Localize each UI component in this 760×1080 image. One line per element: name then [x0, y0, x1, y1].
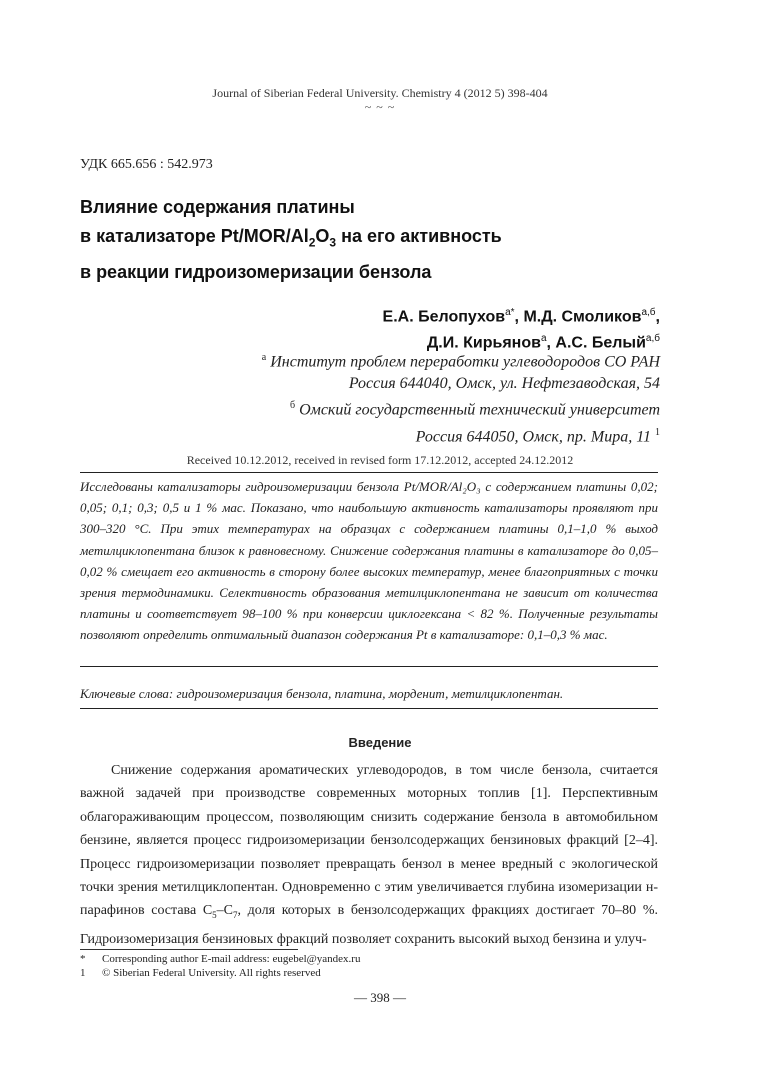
paragraph-text: –С [216, 903, 234, 919]
affiliation-a [262, 347, 660, 373]
affiliation-a-address: Россия 644040, Омск, ул. Нефтезаводская, 54 [348, 375, 660, 393]
author-affiliation-mark: а* [505, 307, 515, 318]
affiliation-name: Институт проблем переработки углеводородов СО РАН [266, 353, 660, 371]
affiliation-mark: а [261, 352, 267, 363]
title-line-2-text: в катализаторе Pt/MOR/Al [80, 226, 309, 246]
affiliation-address-text: Россия 644050, Омск, пр. Мира, 11 [415, 427, 655, 445]
title-line-2 [80, 222, 502, 258]
author-name: Е.А. Белопухов [382, 308, 506, 326]
title-line-2-text: на его активность [336, 226, 502, 246]
paragraph-text: , доля которых в бензолсодержащих фракциях достигает 70–80 %. Гидроизомеризация бензиновых фракций позволяет сохранить высокий выход бензина и улуч- [80, 903, 658, 947]
title-subscript: 3 [329, 235, 337, 250]
subscript: 7 [233, 910, 238, 921]
footnote-text: © Siberian Federal University. All rights reserved [102, 967, 321, 979]
udk-code: УДК 665.656 : 542.973 [80, 157, 213, 172]
title-line-1: Влияние содержания платины [80, 197, 355, 217]
paragraph-text: Снижение содержания ароматических углеводородов, в том числе бензола, считается важной задачей при производстве современных моторных топлив [1]. Перспективным облагораживающим процессом, позволяющим снизить содержание бензола в автомобильном бензине, является процесс гидроизомеризации бензолсодержащих бензиновых фракций [2–4]. Процесс гидроизомеризации позволяет превращать бензол в менее вредный с экологической точки зрения метилциклопентан. Одновременно с этим увеличивается глубина изомеризации н-парафинов состава С [80, 763, 658, 919]
author-name: , А.С. Белый [546, 334, 646, 352]
abstract: Исследованы катализаторы гидроизомеризации бензола Pt/MOR/Al₂O₃ с содержанием платины 0,02; 0,05; 0,1; 0,3; 0,5 и 1 % мас. Показано, что наибольшую активность катализаторы проявляют при 300–320 °С. При этих температурах на образцах с содержанием платины 0,1–1,0 % выход метилциклопентана близок к равновесному. Снижение содержания платины в катализаторе до 0,05–0,02 % смещает его активность в сторону более высоких температур, менее благоприятных с точки зрения термодинамики. Селективность образования метилциклопентана не зависит от количества платины и соответствует 98–100 % при конверсии циклогексана < 82 %. Полученные результаты позволяют определить оптимальный диапазон содержания Pt в катализаторе: 0,1–0,3 % мас. [80, 479, 658, 643]
received-dates: Received 10.12.2012, received in revised form 17.12.2012, accepted 24.12.2012 [186, 453, 574, 467]
subscript: 5 [212, 910, 217, 921]
title-line-2-text: O [315, 226, 330, 246]
author-name: , М.Д. Смоликов [514, 308, 642, 326]
author-affiliation-mark: а,б [641, 307, 656, 318]
header-separator: ~ ~ ~ [364, 100, 396, 114]
page-number: — 398 — [354, 990, 406, 1005]
journal-header: Journal of Siberian Federal University. Chemistry 4 (2012 5) 398-404 [212, 86, 548, 100]
affiliation-b [262, 395, 660, 421]
affiliation-b-address [262, 422, 660, 448]
affiliations [262, 347, 660, 448]
footnote-copyright [80, 967, 321, 979]
author-line-1 [383, 302, 660, 328]
footnote-mark: 1 [80, 967, 86, 979]
keywords-bottom-rule [80, 708, 658, 709]
author-name: Д.И. Кирьянов [426, 334, 541, 352]
keywords: Ключевые слова: гидроизомеризация бензола, платина, морденит, метилциклопентан. [80, 686, 564, 701]
title-line-3: в реакции гидроизомеризации бензола [80, 261, 432, 282]
footnote-ref: 1 [655, 426, 660, 438]
author-affiliation-mark: а [540, 333, 547, 345]
paper-title [80, 193, 502, 287]
footnote-corresponding-author [80, 953, 360, 965]
abstract-top-rule [80, 472, 658, 473]
affiliation-name: Омский государственный технический университет [295, 401, 660, 419]
section-heading-introduction: Введение [348, 735, 412, 750]
paragraph [80, 759, 658, 951]
introduction-body [80, 759, 658, 951]
author-separator: , [655, 308, 660, 326]
footnote-text: Corresponding author E-mail address: eugebel@yandex.ru [102, 953, 361, 965]
footnote-rule [80, 949, 298, 950]
affiliation-mark: б [289, 400, 296, 412]
abstract-divider [80, 666, 658, 667]
author-affiliation-mark: а,б [645, 333, 660, 345]
footnote-mark: * [80, 953, 86, 965]
title-subscript: 2 [308, 235, 316, 250]
